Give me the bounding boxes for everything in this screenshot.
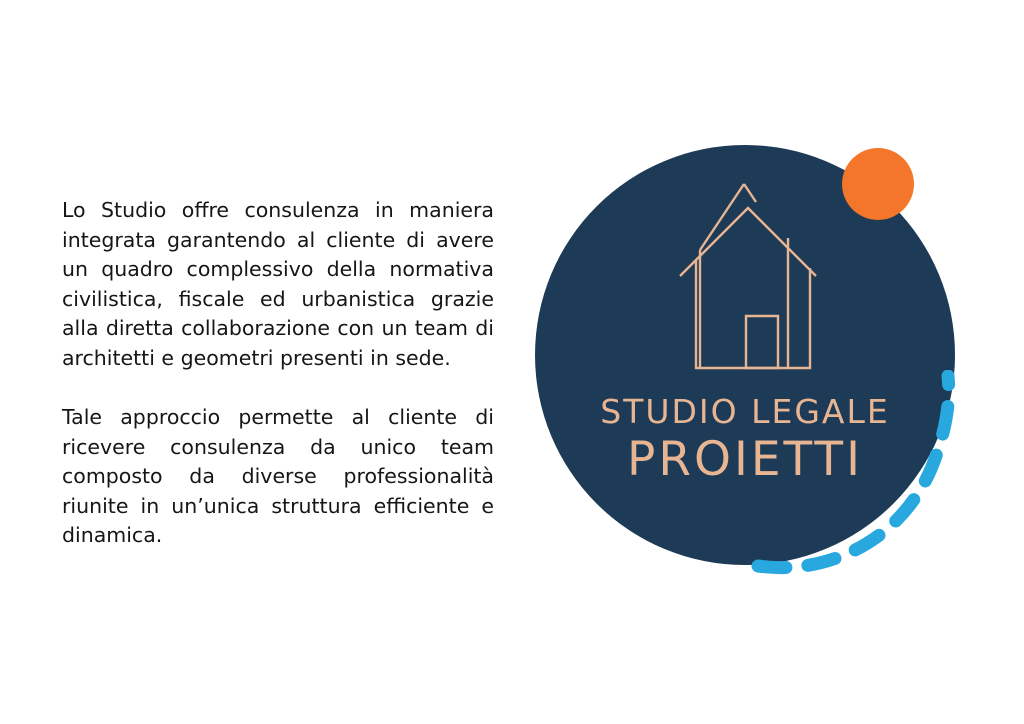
logo-line-1: STUDIO LEGALE <box>600 392 890 431</box>
logo-composition <box>510 120 990 620</box>
paragraph-1: Lo Studio offre consulenza in maniera integrata garantendo al cliente di avere un quadro complessivo della normativa civilistica, fiscale ed urbanistica grazie alla diretta collaborazione con un team di architetti e geometri presenti in sede. <box>62 198 494 370</box>
logo-wordmark <box>535 392 955 488</box>
orange-circle-shape <box>842 148 914 220</box>
body-text-column <box>62 196 494 551</box>
logo-line-2: PROIETTI <box>626 432 863 487</box>
house-outline-icon <box>660 168 830 383</box>
paragraph-2: Tale approccio permette al cliente di ricevere consulenza da unico team composto da diverse professionalità riunite in un’unica struttura efficiente e dinamica. <box>62 405 494 547</box>
